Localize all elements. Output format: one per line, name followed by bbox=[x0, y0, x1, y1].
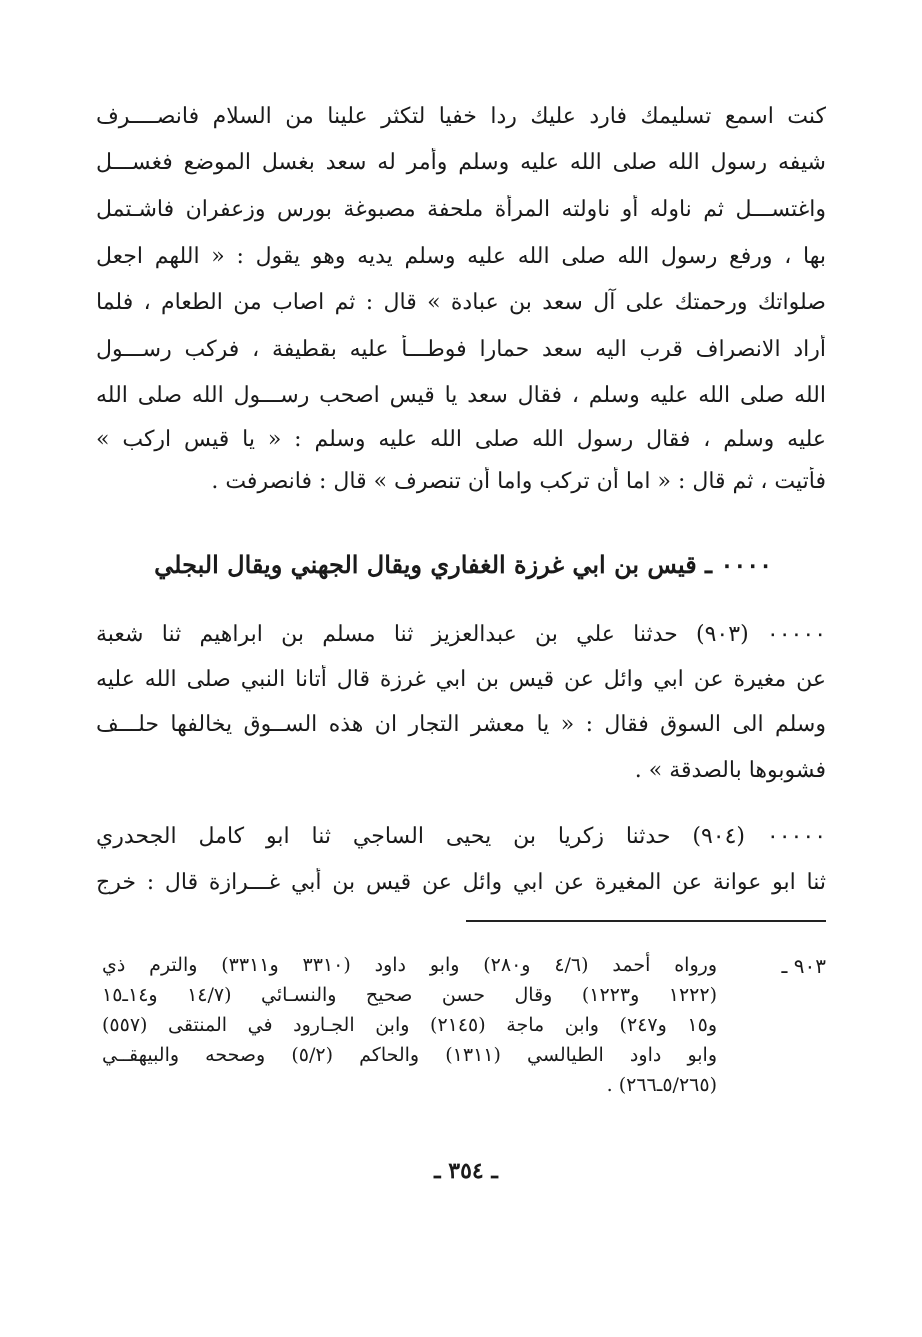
footnote-number: ٩٠٣ ـ bbox=[781, 954, 826, 978]
text-line: ثنا ابو عوانة عن المغيرة عن ابي وائل عن قيس بن أبي غـــرازة قال : خرج bbox=[96, 870, 826, 895]
page-number: ـ ٣٥٤ ـ bbox=[434, 1158, 498, 1184]
text-line: أراد الانصراف قرب اليه سعد حمارا فوطـــأ عليه بقطيفة ، فركب رســـول bbox=[96, 337, 826, 362]
footnote-line: ورواه أحمد (٤/٦ و٢٨٠) وابو داود (٣٣١٠ و٣٣١١) والترم ذي bbox=[102, 954, 717, 976]
text-line: شيفه رسول الله صلى الله عليه وسلم وأمر له سعد بغسل الموضع فغســـل bbox=[96, 150, 826, 175]
text-line: عليه وسلم ، فقال رسول الله صلى الله عليه وسلم : « يا قيس اركب » bbox=[96, 427, 826, 452]
footnote-line: وابو داود الطيالسي (١٣١١) والحاكم (٥/٢) وصححه والبيهقــي bbox=[102, 1044, 717, 1066]
text-line: ٠٠٠٠٠ (٩٠٣) حدثنا علي بن عبدالعزيز ثنا مسلم بن ابراهيم ثنا شعبة bbox=[96, 622, 826, 647]
text-line: الله صلى الله عليه وسلم ، فقال سعد يا قيس اصحب رســـول الله صلى الله bbox=[96, 383, 826, 408]
text-line: واغتســـل ثم ناوله أو ناولته المرأة ملحفة مصبوغة بورس وزعفران فاشـتمل bbox=[96, 197, 826, 222]
text-line: ٠٠٠٠٠ (٩٠٤) حدثنا زكريا بن يحيى الساجي ثنا ابو كامل الجحدري bbox=[96, 824, 826, 849]
text-line: بها ، ورفع رسول الله صلى الله عليه وسلم يديه وهو يقول : « اللهم اجعل bbox=[96, 244, 826, 269]
text-line: عن مغيرة عن ابي وائل عن قيس بن ابي غرزة قال أتانا النبي صلى الله عليه bbox=[96, 667, 826, 692]
footnote-line: (١٢٢٢ و١٢٢٣) وقال حسن صحيح والنسـائي (١٤/٧ و١٤ـ١٥ bbox=[102, 984, 717, 1006]
footnote-separator bbox=[466, 920, 826, 922]
section-heading: ٠٠٠٠ ـ قيس بن ابي غرزة الغفاري ويقال الجهني ويقال البجلي bbox=[154, 550, 772, 579]
text-line: صلواتك ورحمتك على آل سعد بن عبادة » قال : ثم اصاب من الطعام ، فلما bbox=[96, 290, 826, 315]
footnote-line: (٥/٢٦٥ـ٢٦٦) . bbox=[606, 1074, 717, 1096]
text-line: فأتيت ، ثم قال : « اما أن تركب واما أن تنصرف » قال : فانصرفت . bbox=[211, 469, 826, 494]
footnote-line: و١٥ و٢٤٧) وابن ماجة (٢١٤٥) وابن الجـارود في المنتقى (٥٥٧) bbox=[102, 1014, 717, 1036]
text-line: وسلم الى السوق فقال : « يا معشر التجار ان هذه الســوق يخالفها حلـــف bbox=[96, 712, 826, 737]
text-line: فشوبوها بالصدقة » . bbox=[634, 758, 826, 783]
text-line: كنت اسمع تسليمك فارد عليك ردا خفيا لتكثر علينا من السلام فانصــــرف bbox=[96, 104, 826, 129]
